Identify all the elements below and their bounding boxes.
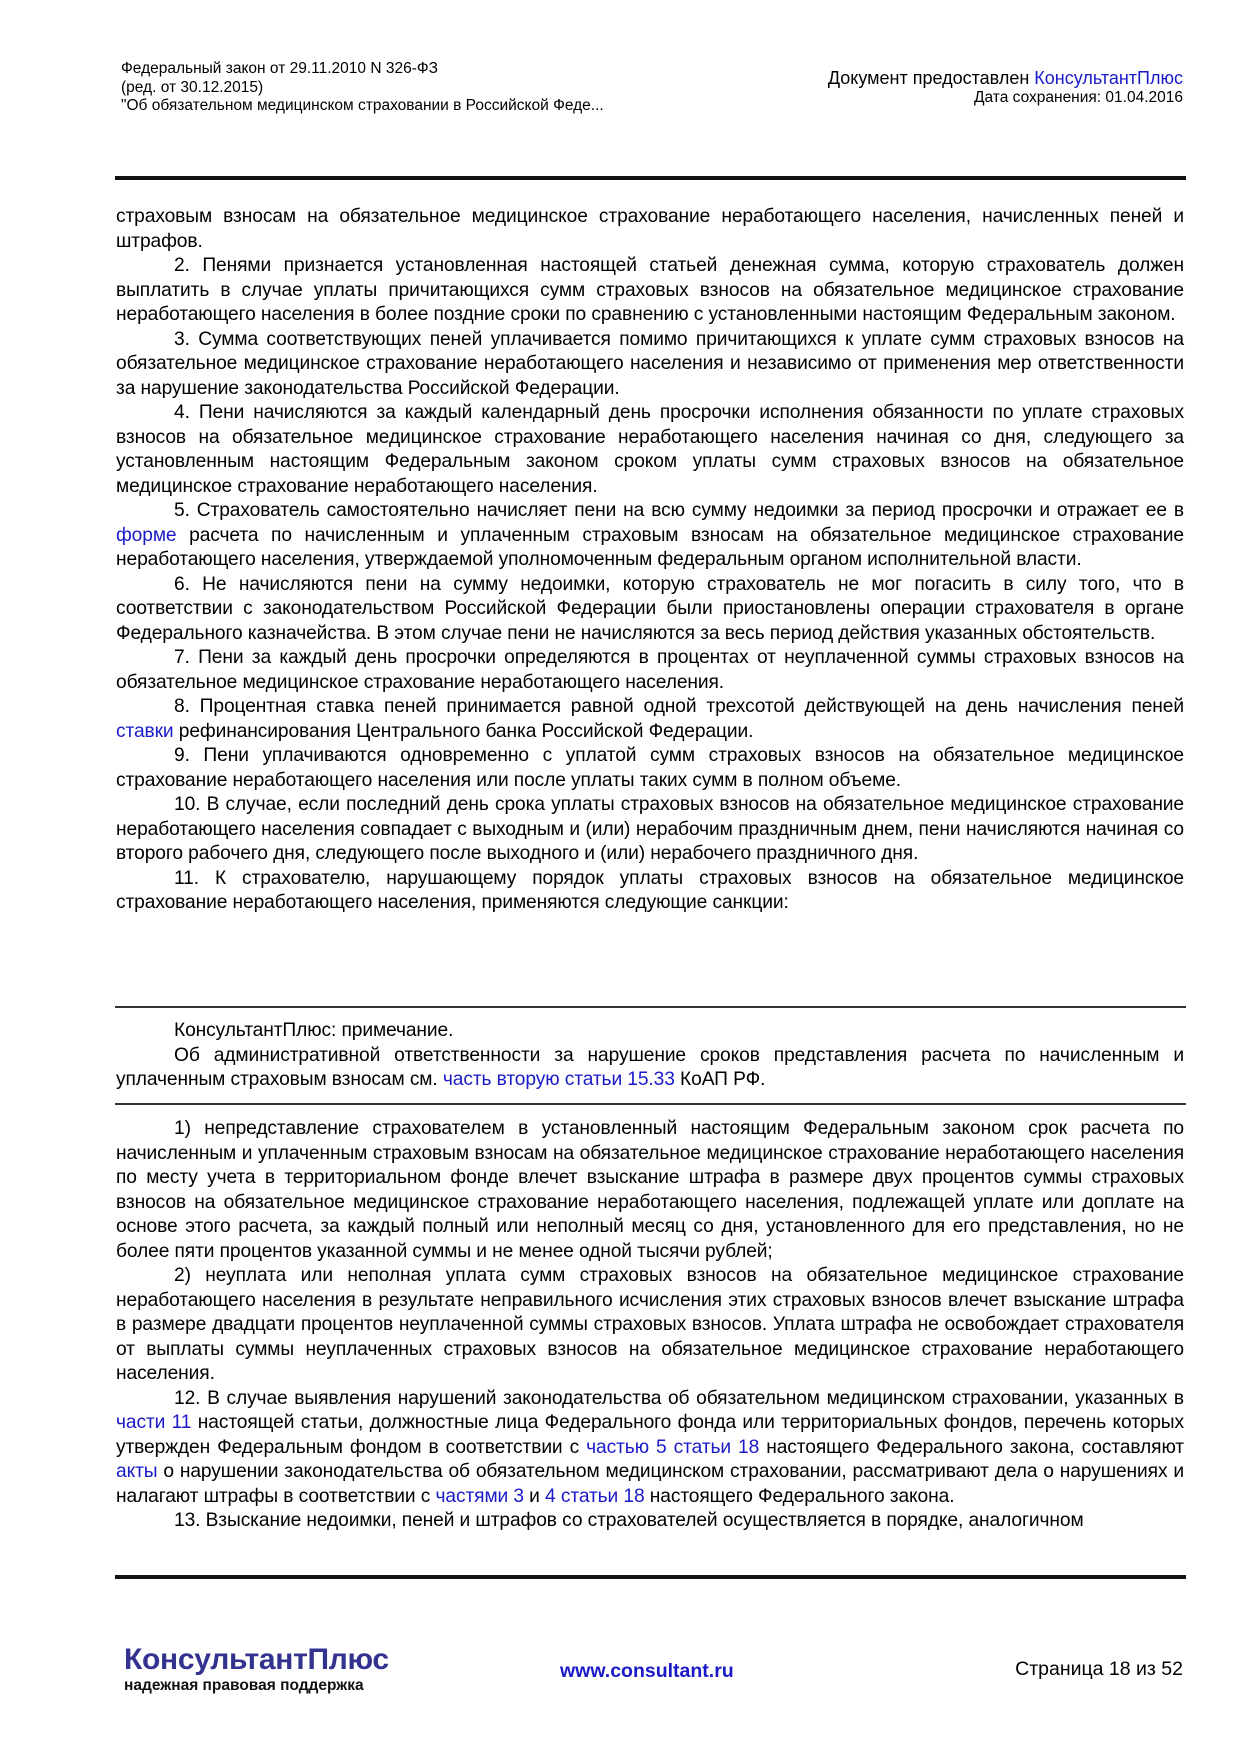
paragraph-2: 2. Пенями признается установленная настоящей статьей денежная сумма, которую страхователь должен выплатить в случае уплаты причитающихся сумм страховых взносов на обязательное медицинское страхование неработающего населения в более поздние сроки по сравнению с установленными настоящим Федеральным законом. <box>116 255 1184 325</box>
law-title: Федеральный закон от 29.11.2010 N 326-ФЗ <box>121 60 439 77</box>
website-link[interactable]: www.consultant.ru <box>560 1660 734 1682</box>
document-header-left <box>121 60 604 116</box>
paragraph-13: 13. Взыскание недоимки, пеней и штрафов со страхователей осуществляется в порядке, аналогичном <box>174 1510 1084 1531</box>
paragraph-11: 11. К страхователю, нарушающему порядок уплаты страховых взносов на обязательное медицинское страхование неработающего населения, применяются следующие санкции: <box>116 867 1184 913</box>
note-text: Об административной ответственности за нарушение сроков представления расчета по начисленным и уплаченным страховым взносам см. часть вторую статьи 15.33 КоАП РФ. <box>116 1044 1184 1090</box>
consultant-logo <box>124 1643 389 1695</box>
paragraph-5: 5. Страхователь самостоятельно начисляет пени на всю сумму недоимки за период просрочки и отражает ее в форме расчета по начисленным и уплаченным страховым взносам на обязательное медицинское страхование неработающего населения, утверждаемой уполномоченным федеральным органом исполнительной власти. <box>116 500 1184 570</box>
document-body <box>116 205 1184 916</box>
link-rate[interactable]: ставки <box>116 720 174 742</box>
paragraph: страховым взносам на обязательное медицинское страхование неработающего населения, начисленных пеней и штрафов. <box>116 206 1184 252</box>
document-body-continued <box>116 1117 1184 1534</box>
note-top-divider <box>115 1006 1186 1008</box>
link-part-5-article-18[interactable]: частью 5 статьи 18 <box>586 1436 760 1458</box>
law-revision: (ред. от 30.12.2015) <box>121 78 264 96</box>
logo-tagline: надежная правовая поддержка <box>124 1677 364 1694</box>
paragraph-4: 4. Пени начисляются за каждый календарный день просрочки исполнения обязанности по уплате страховых взносов на обязательное медицинское страхование неработающего населения начиная со дня, следующего за установленным настоящим Федеральным законом сроком уплаты сумм страховых взносов на обязательное медицинское страхование неработающего населения. <box>116 402 1184 497</box>
link-part-11[interactable]: части 11 <box>116 1412 192 1433</box>
link-acts[interactable]: акты <box>116 1461 158 1482</box>
note-title: КонсультантПлюс: примечание. <box>174 1020 454 1041</box>
law-name: "Об обязательном медицинском страховании в Российской Феде... <box>121 97 604 114</box>
link-parts-3[interactable]: частями 3 <box>435 1485 524 1507</box>
sanction-1: 1) непредставление страхователем в установленный настоящим Федеральным законом срок расчета по начисленным и уплаченным страховым взносам на обязательное медицинское страхование неработающего населения по месту учета в территориальном фонде влечет взыскание штрафа в размере двух процентов суммы страховых взносов на обязательное медицинское страхование неработающего населения, подлежащей уплате или доплате на основе этого расчета, за каждый полный или неполный месяц со дня, установленного для его представления, но не более пяти процентов указанной суммы и не менее одной тысячи рублей; <box>116 1118 1184 1262</box>
save-date: Дата сохранения: 01.04.2016 <box>974 89 1183 106</box>
paragraph-10: 10. В случае, если последний день срока уплаты страховых взносов на обязательное медицинское страхование неработающего населения совпадает с выходным и (или) нерабочим праздничным днем, пени начисляются начиная со второго рабочего дня, следующего после выходного и (или) нерабочего праздничного дня. <box>116 794 1184 864</box>
paragraph-12: 12. В случае выявления нарушений законодательства об обязательном медицинском страховании, указанных в части 11 настоящей статьи, должностные лица Федерального фонда или территориальных фондов, перечень которых утвержден Федеральным фондом в соответствии с частью 5 статьи 18 настоящего Федерального закона, составляют акты о нарушении законодательства об обязательном медицинском страховании, рассматривают дела о нарушениях и налагают штрафы в соответствии с частями 3 и 4 статьи 18 настоящего Федерального закона. <box>116 1387 1185 1507</box>
logo-name: КонсультантПлюс <box>124 1643 389 1676</box>
sanction-2: 2) неуплата или неполная уплата сумм страховых взносов на обязательное медицинское страхование неработающего населения в результате неправильного исчисления этих страховых взносов влечет взыскание штрафа в размере двадцати процентов неуплаченной суммы страховых взносов. Уплата штрафа не освобождает страхователя от выплаты суммы неуплаченных страховых взносов на обязательное медицинское страхование неработающего населения. <box>116 1265 1184 1384</box>
paragraph-8: 8. Процентная ставка пеней принимается равной одной трехсотой действующей на день начисления пеней ставки рефинансирования Центрального банка Российской Федерации. <box>116 696 1184 742</box>
link-4-article-18[interactable]: 4 статьи 18 <box>545 1485 645 1507</box>
note-bottom-divider <box>115 1103 1186 1105</box>
provided-by: Документ предоставлен КонсультантПлюс <box>827 68 1183 88</box>
page-number: Страница 18 из 52 <box>1015 1658 1183 1680</box>
paragraph-3: 3. Сумма соответствующих пеней уплачивается помимо причитающихся к уплате сумм страховых взносов на обязательное медицинское страхование неработающего населения и независимо от применения мер ответственности за нарушение законодательства Российской Федерации. <box>116 328 1184 399</box>
footer-divider <box>115 1575 1186 1579</box>
consultant-note <box>116 1019 1184 1093</box>
link-form[interactable]: форме <box>116 524 177 546</box>
provider-link[interactable]: КонсультантПлюс <box>1034 68 1183 88</box>
document-header-right <box>828 68 1183 107</box>
paragraph-7: 7. Пени за каждый день просрочки определяются в процентах от неуплаченной суммы страховых взносов на обязательное медицинское страхование неработающего населения. <box>116 647 1184 693</box>
header-divider <box>115 176 1186 180</box>
paragraph-6: 6. Не начисляются пени на сумму недоимки, которую страхователь не мог погасить в силу того, что в соответствии с законодательством Российской Федерации были приостановлены операции страхователя в органе Федерального казначейства. В этом случае пени не начисляются за весь период действия указанных обстоятельств. <box>116 573 1184 644</box>
paragraph-9: 9. Пени уплачиваются одновременно с уплатой сумм страховых взносов на обязательное медицинское страхование неработающего населения или после уплаты таких сумм в полном объеме. <box>116 745 1184 791</box>
link-koap-15-33[interactable]: часть вторую статьи 15.33 <box>442 1069 675 1090</box>
